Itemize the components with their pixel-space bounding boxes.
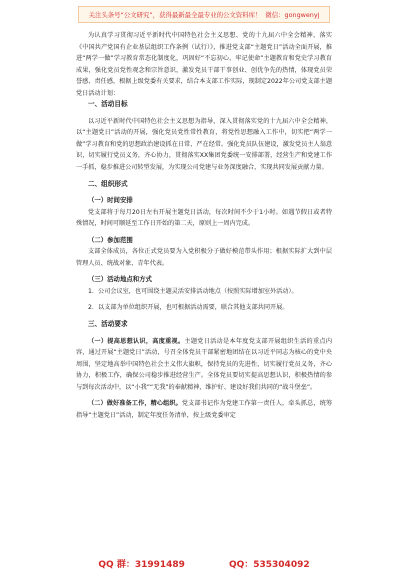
section-3-item-1 bbox=[76, 336, 332, 394]
section-2-sub-1-body: 党支部将于每月20日左右开展主题党日活动，每次时间不少于1小时。如遇节假日或者特殊情况，时间可顺延至工作日开始的第二天，原则上一周内完成。 bbox=[76, 208, 332, 228]
section-2-sub-2-body: 支部全体成员，各位正式党员要为入党积极分子做好模范带头作用；根据实际扩大到中层管理人员、统战对象、青年代表。 bbox=[76, 248, 332, 267]
header-banner bbox=[78, 6, 330, 23]
section-3-item-1-body: 主题党日活动是本年度党支部开展组织生活的重点内容，通过开展“主题党日”活动，号召全体党员干部紧密地团结在以习近平同志为核心的党中央周围，坚定地高举中国特色社会主义伟大旗帜，保持党员的先进性，切实履行党员义务，齐心协力，积极工作，确保公司稳步推进经营生产。全体党员要切实提高思想认识，积极热情的参与到每次活动中，以“小我”“无我”的奉献精神，维护好、建设好我们共同的“战斗堡垒”。 bbox=[76, 337, 332, 391]
section-2-sub-3-title: （三）活动地点和方式 bbox=[88, 275, 152, 284]
footer-contacts bbox=[0, 553, 408, 573]
intro-paragraph: 为认真学习贯彻习近平新时代中国特色社会主义思想、党的十九届六中全会精神、落实《中国共产党国有企业基层组织工作条例（试行）》，推进党支部“主题党日”活动全面开展，推进“两学一做”学习教育常态化制度化，巩固好“不忘初心、牢记使命”主题教育和党史学习教育成果，强化党员党性观念和宗旨意识，激发党员干部干事创业、创优争先的热情，体现党员荣誉感、责任感，根据上级党委有关要求，结合本支部工作实际，现制定2022年公司党支部主题党日活动计划： bbox=[76, 32, 332, 97]
section-2-sub-2-title: （二）参加范围 bbox=[88, 235, 133, 244]
section-3-item-2 bbox=[76, 398, 332, 421]
section-2-sub-1-title: （一）时间安排 bbox=[88, 196, 133, 205]
section-1-title: 一、活动目标 bbox=[88, 100, 128, 109]
section-3-item-1-lead: （一）提高思想认识，高度重视。 bbox=[88, 337, 185, 345]
section-1-body: 以习近平新时代中国特色社会主义思想为指导，深入贯彻落实党的十九届六中全会精神，以“主题党日”活动的开展，强化党员党性常性教育，将党性思想融入工作中，切实把“两学一做”学习教育和党的思想政治建设抓在日常、严在经常。强化党员队伍建设，激发党员主人翁意识，切实履行党员义务，齐心协力，贯彻落实XX集团党委统一安排部署，经营生产和党建工作一手抓，稳步推进公司转型发展，为实现公司党建与业务深度融合，实现共同发展贡献力量。 bbox=[76, 117, 332, 172]
section-3-title: 三、活动要求 bbox=[88, 320, 128, 329]
section-2-sub-3-item-2: 2．以支部为单位组织开展，也可根据活动需要，联合其他支部共同开展。 bbox=[88, 304, 289, 312]
section-2-sub-3-item-1: 1．公司会议室，也可围绕主题灵活安排活动地点（按照实际增加室外活动）。 bbox=[88, 287, 298, 295]
document-body bbox=[76, 30, 332, 421]
section-3-item-2-lead: （二）做好准备工作，精心组织。 bbox=[88, 400, 182, 408]
banner-wechat-contact: 微信：gongwenyj bbox=[265, 11, 320, 19]
footer-qq-group: QQ 群：31991489 bbox=[98, 559, 185, 570]
footer-qq-number: QQ：535304092 bbox=[228, 559, 310, 570]
section-2-title: 二、组织形式 bbox=[88, 179, 128, 188]
banner-text: 关注头条号“公文研究”，获得最新最全最专业的公文资料库！ bbox=[88, 11, 262, 19]
section-3-item-2-body: 党支部书记作为党建工作第一责任人，牵头抓总，统筹指导“主题党日”活动，制定年度任务清单，按上级党委审定 bbox=[76, 400, 332, 419]
